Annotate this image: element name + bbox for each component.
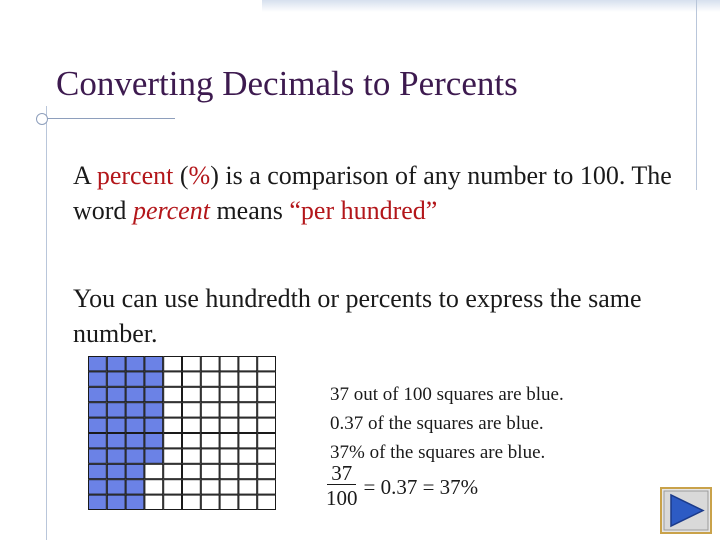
play-next-icon [660, 487, 712, 534]
grid-cell-shaded [145, 372, 163, 386]
grid-cell [220, 357, 238, 371]
grid-cell-shaded [107, 403, 125, 417]
fraction-denominator: 100 [326, 486, 358, 510]
grid-cell [201, 464, 219, 478]
grid-cell [201, 403, 219, 417]
grid-cell-shaded [89, 372, 107, 386]
grid-cell [220, 449, 238, 463]
grid-cell-shaded [145, 387, 163, 401]
per-hundred-quote: “per hundred” [289, 196, 438, 225]
grid-cell-shaded [126, 434, 144, 448]
grid-cell-shaded [107, 449, 125, 463]
grid-cell [201, 387, 219, 401]
grid-cell-shaded [89, 449, 107, 463]
grid-cell [201, 418, 219, 432]
grid-cell [220, 464, 238, 478]
grid-cell-shaded [89, 403, 107, 417]
grid-cell-shaded [107, 418, 125, 432]
grid-cell-shaded [89, 418, 107, 432]
grid-cell [145, 495, 163, 509]
hundred-square-grid [88, 356, 276, 510]
grid-cell [258, 464, 276, 478]
decorative-vertical-line [696, 0, 697, 190]
fraction-numerator: 37 [327, 462, 356, 485]
definition-text: A [73, 161, 97, 190]
grid-cell-shaded [126, 372, 144, 386]
grid-cell [201, 449, 219, 463]
grid-cell [220, 372, 238, 386]
grid-cell [164, 418, 182, 432]
grid-cell-shaded [126, 495, 144, 509]
grid-cell [239, 480, 257, 494]
grid-cell [239, 464, 257, 478]
grid-cell-shaded [89, 464, 107, 478]
grid-cell [258, 357, 276, 371]
grid-cell [220, 434, 238, 448]
grid-cell [239, 495, 257, 509]
grid-cell-shaded [107, 372, 125, 386]
grid-cell-shaded [107, 480, 125, 494]
grid-cell-shaded [107, 434, 125, 448]
grid-notes [330, 380, 564, 467]
grid-cell [164, 372, 182, 386]
grid-cell-shaded [126, 387, 144, 401]
note-decimal: 0.37 of the squares are blue. [330, 413, 544, 434]
grid-cell [183, 464, 201, 478]
hundredths-explanation: You can use hundredth or percents to express the same number. [73, 284, 642, 348]
equation-rest: = 0.37 = 37% [363, 475, 479, 499]
note-fraction: 37 out of 100 squares are blue. [330, 384, 564, 405]
next-slide-button[interactable] [660, 487, 712, 534]
grid-cell [220, 418, 238, 432]
grid-cell-shaded [89, 357, 107, 371]
grid-cell [201, 434, 219, 448]
definition-text: ) is a comparison of any number to 100. The word [73, 161, 672, 225]
grid-cell-shaded [145, 434, 163, 448]
grid-cell [239, 387, 257, 401]
slide-title: Converting Decimals to Percents [56, 64, 518, 103]
grid-cell [183, 372, 201, 386]
grid-cell [239, 434, 257, 448]
grid-cell-shaded [145, 357, 163, 371]
grid-cell-shaded [126, 403, 144, 417]
grid-cell [164, 434, 182, 448]
percent-definition [73, 158, 673, 228]
grid-cell [258, 372, 276, 386]
grid-cell [220, 403, 238, 417]
grid-cell [201, 372, 219, 386]
grid-cell [239, 449, 257, 463]
decorative-top-band [262, 0, 720, 12]
grid-cell-shaded [126, 449, 144, 463]
grid-cell [164, 449, 182, 463]
grid-cell [220, 480, 238, 494]
grid-cell-shaded [126, 480, 144, 494]
grid-cell [258, 449, 276, 463]
grid-cell [164, 495, 182, 509]
grid-cell-shaded [145, 418, 163, 432]
grid-cell [239, 418, 257, 432]
grid-cell [183, 495, 201, 509]
grid-cell-shaded [107, 495, 125, 509]
grid-cell-shaded [126, 357, 144, 371]
grid-cell [220, 495, 238, 509]
grid-cell [258, 480, 276, 494]
grid-cell [164, 464, 182, 478]
fraction [326, 462, 358, 511]
grid-cell [258, 434, 276, 448]
conversion-equation [326, 462, 478, 511]
grid-cell [201, 357, 219, 371]
definition-text: means [209, 196, 290, 225]
decorative-left-line [46, 106, 47, 540]
definition-text: ( [173, 161, 189, 190]
grid-cell [258, 403, 276, 417]
grid-cell [164, 403, 182, 417]
grid-cell-shaded [145, 449, 163, 463]
grid-cell [201, 495, 219, 509]
grid-cell [145, 464, 163, 478]
grid-cell [239, 357, 257, 371]
grid-cell [183, 480, 201, 494]
grid-cell [164, 357, 182, 371]
decorative-horizontal-line [40, 118, 175, 119]
grid-cell [183, 387, 201, 401]
grid-cell [183, 357, 201, 371]
grid-cell-shaded [126, 418, 144, 432]
grid-cell-shaded [89, 434, 107, 448]
grid-cell [220, 387, 238, 401]
grid-cell [183, 449, 201, 463]
grid-cell [258, 418, 276, 432]
grid-cell [183, 434, 201, 448]
percent-term: percent [96, 161, 174, 190]
decorative-circle [36, 113, 48, 125]
percent-symbol: % [188, 161, 211, 190]
grid-cell-shaded [145, 403, 163, 417]
grid-cell [183, 418, 201, 432]
grid-cell-shaded [89, 480, 107, 494]
grid-cell-shaded [89, 495, 107, 509]
grid-cell [239, 372, 257, 386]
percent-term-italic: percent [132, 196, 210, 225]
grid-cell [164, 480, 182, 494]
grid-cell [164, 387, 182, 401]
note-percent: 37% of the squares are blue. [330, 442, 546, 463]
grid-cell-shaded [107, 387, 125, 401]
grid-cell-shaded [107, 464, 125, 478]
grid-cell [183, 403, 201, 417]
grid-cell [239, 403, 257, 417]
grid-cell [145, 480, 163, 494]
grid-cell-shaded [126, 464, 144, 478]
grid-cell-shaded [89, 387, 107, 401]
grid-cell [258, 387, 276, 401]
grid-cell-shaded [107, 357, 125, 371]
grid-cell [201, 480, 219, 494]
grid-cell [258, 495, 276, 509]
